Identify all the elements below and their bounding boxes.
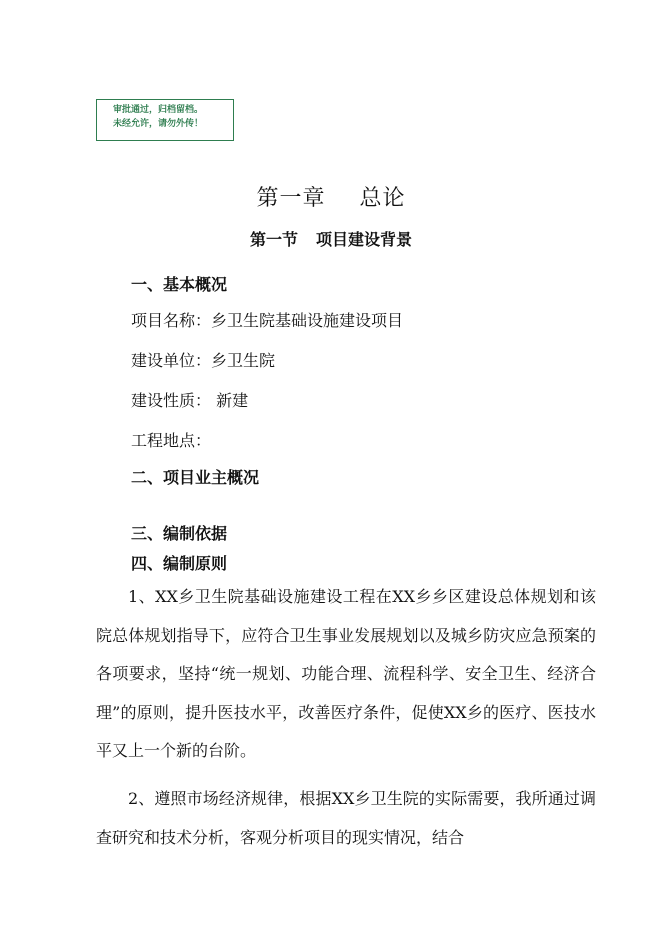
section-title: [0, 228, 662, 252]
approval-stamp: [96, 99, 234, 141]
heading-basis: 三、编制依据: [131, 524, 228, 543]
section-number: 第一节: [249, 230, 298, 249]
heading-owner-overview: 二、项目业主概况: [131, 468, 260, 487]
location-line: 工程地点：: [131, 431, 212, 450]
heading-principles: 四、编制原则: [131, 554, 228, 573]
paragraph-principle-2: 2、遵照市场经济规律，根据XX乡卫生院的实际需要，我所通过调查研究和技术分析，客观分析项目的现实情况，结合: [96, 789, 596, 847]
stamp-line-2: 未经允许，请勿外传！: [113, 119, 204, 129]
section-name: 项目建设背景: [316, 230, 413, 249]
chapter-name: 总论: [359, 186, 406, 211]
chapter-title: [0, 184, 662, 214]
chapter-number: 第一章: [256, 186, 326, 211]
heading-basic-overview: 一、基本概况: [131, 275, 228, 294]
builder-line: 建设单位：乡卫生院: [131, 351, 276, 370]
project-name-line: 项目名称：乡卫生院基础设施建设项目: [131, 311, 404, 330]
nature-line: 建设性质： 新建: [131, 391, 249, 410]
stamp-line-1: 审批通过，归档留档。: [113, 105, 204, 115]
paragraph-principle-1: 1、XX乡卫生院基础设施建设工程在XX乡乡区建设总体规划和该院总体规划指导下，应符合卫生事业发展规划以及城乡防灾应急预案的各项要求，坚持“统一规划、功能合理、流程科学、安全卫生、经济合理”的原则，提升医技水平，改善医疗条件，促使XX乡的医疗、医技水平又上一个新的台阶。: [96, 587, 596, 760]
